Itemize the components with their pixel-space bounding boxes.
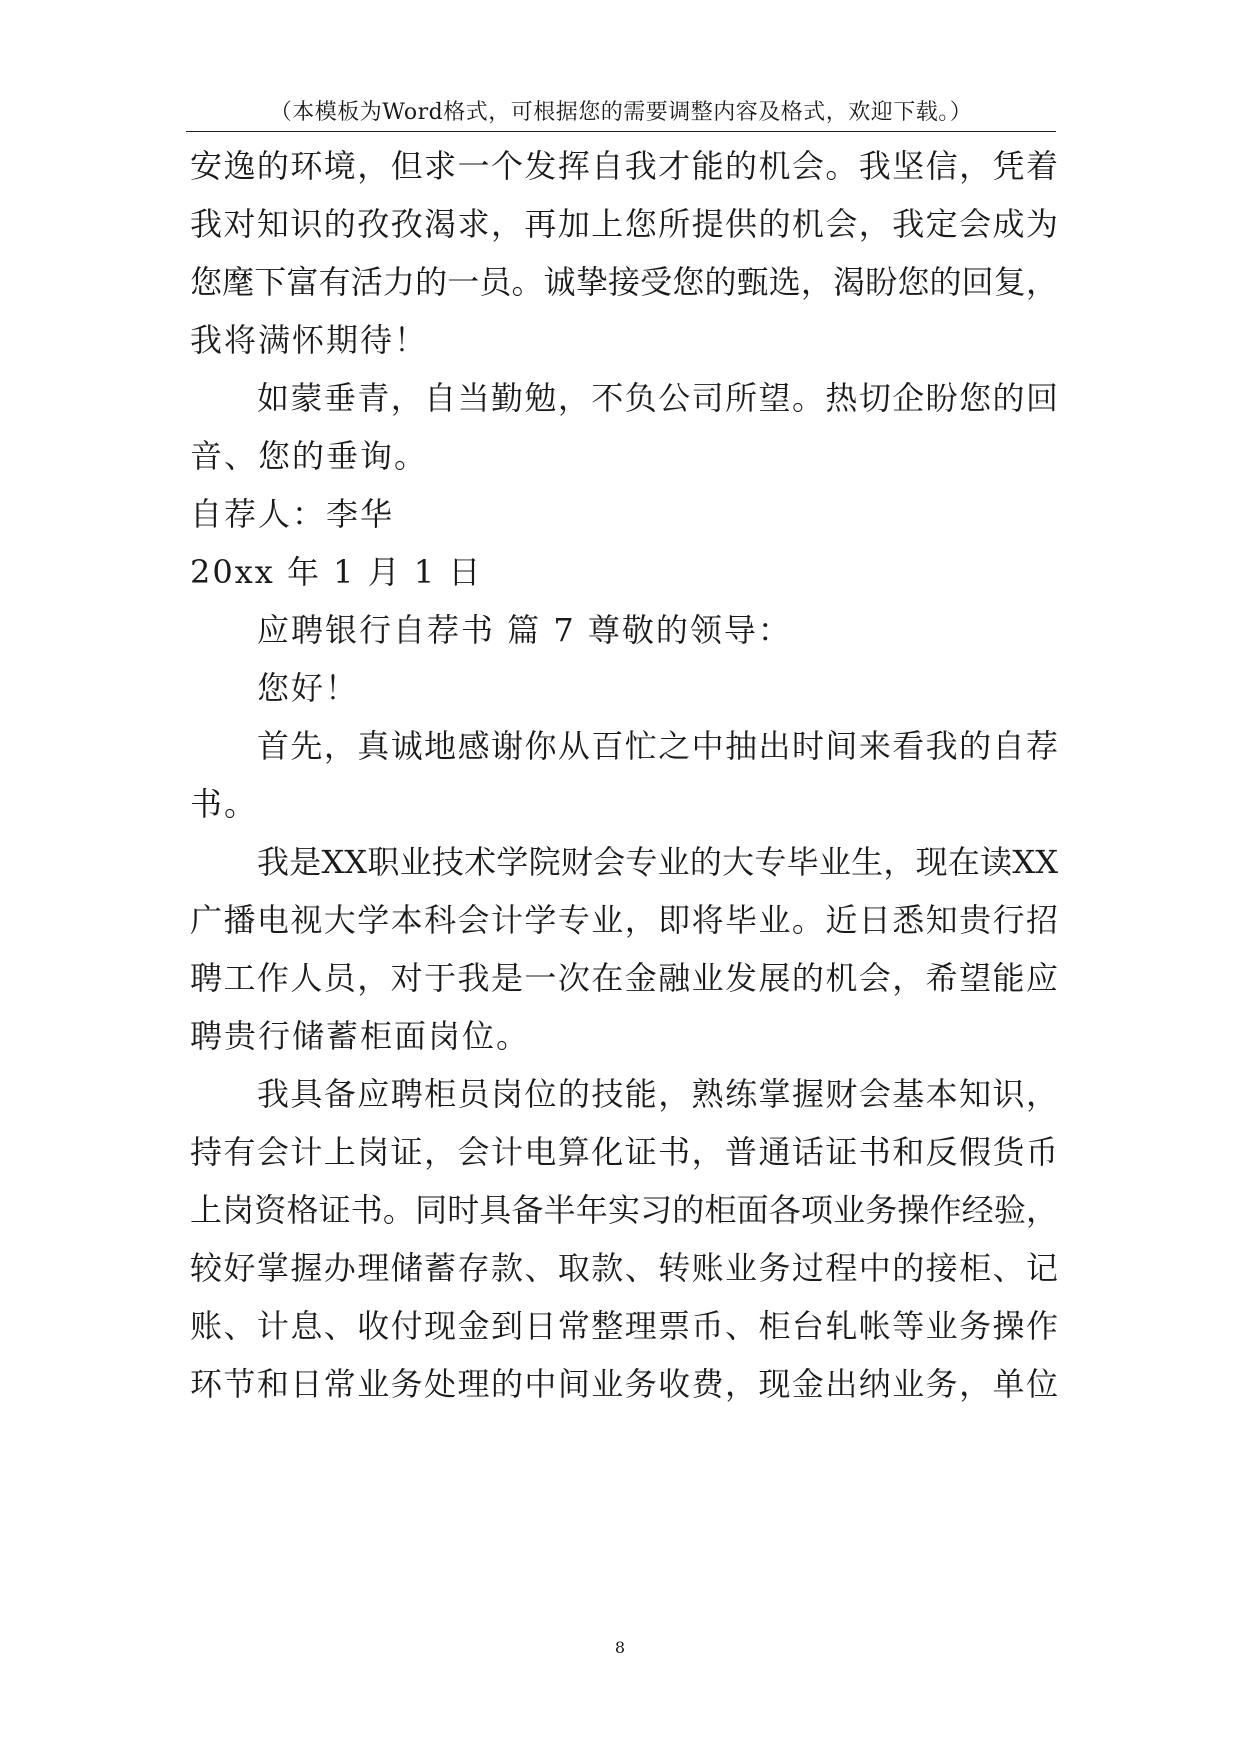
text-line: 账、计息、收付现金到日常整理票币、柜台轧帐等业务操作 <box>190 1307 1058 1345</box>
header-note: （本模板为Word格式，可根据您的需要调整内容及格式，欢迎下载。） <box>269 100 973 125</box>
text-line: 上岗资格证书。同时具备半年实习的柜面各项业务操作经验， <box>190 1191 1058 1229</box>
text-line: 广播电视大学本科会计学专业，即将毕业。近日悉知贵行招 <box>190 901 1058 939</box>
greeting: 您好！ <box>257 669 360 707</box>
section-title: 应聘银行自荐书 篇 7 尊敬的领导： <box>257 611 792 649</box>
text-line: 环节和日常业务处理的中间业务收费，现金出纳业务，单位 <box>190 1365 1058 1403</box>
date-line: 20xx 年 1 月 1 日 <box>190 553 483 591</box>
text-line: 书。 <box>190 785 259 823</box>
text-line: 我具备应聘柜员岗位的技能，熟练掌握财会基本知识， <box>257 1075 1058 1113</box>
text-line: 较好掌握办理储蓄存款、取款、转账业务过程中的接柜、记 <box>190 1249 1058 1287</box>
signature-line: 自荐人：李华 <box>190 495 395 533</box>
text-line: 首先，真诚地感谢你从百忙之中抽出时间来看我的自荐 <box>257 727 1058 765</box>
text-line: 音、您的垂询。 <box>190 437 429 475</box>
header-divider <box>186 131 1056 132</box>
page-number: 8 <box>614 1638 626 1657</box>
text-line: 安逸的环境，但求一个发挥自我才能的机会。我坚信，凭着 <box>190 147 1058 185</box>
text-line: 持有会计上岗证，会计电算化证书，普通话证书和反假货币 <box>190 1133 1058 1171</box>
text-line: 聘贵行储蓄柜面岗位。 <box>190 1017 531 1055</box>
text-line: 您麾下富有活力的一员。诚挚接受您的甄选，渴盼您的回复， <box>190 263 1058 301</box>
text-line: 我将满怀期待！ <box>190 321 429 359</box>
text-line: 我是XX职业技术学院财会专业的大专毕业生，现在读XX <box>257 843 1058 881</box>
text-line: 我对知识的孜孜渴求，再加上您所提供的机会，我定会成为 <box>190 205 1058 243</box>
text-line: 如蒙垂青，自当勤勉，不负公司所望。热切企盼您的回 <box>257 379 1058 417</box>
text-line: 聘工作人员，对于我是一次在金融业发展的机会，希望能应 <box>190 959 1058 997</box>
